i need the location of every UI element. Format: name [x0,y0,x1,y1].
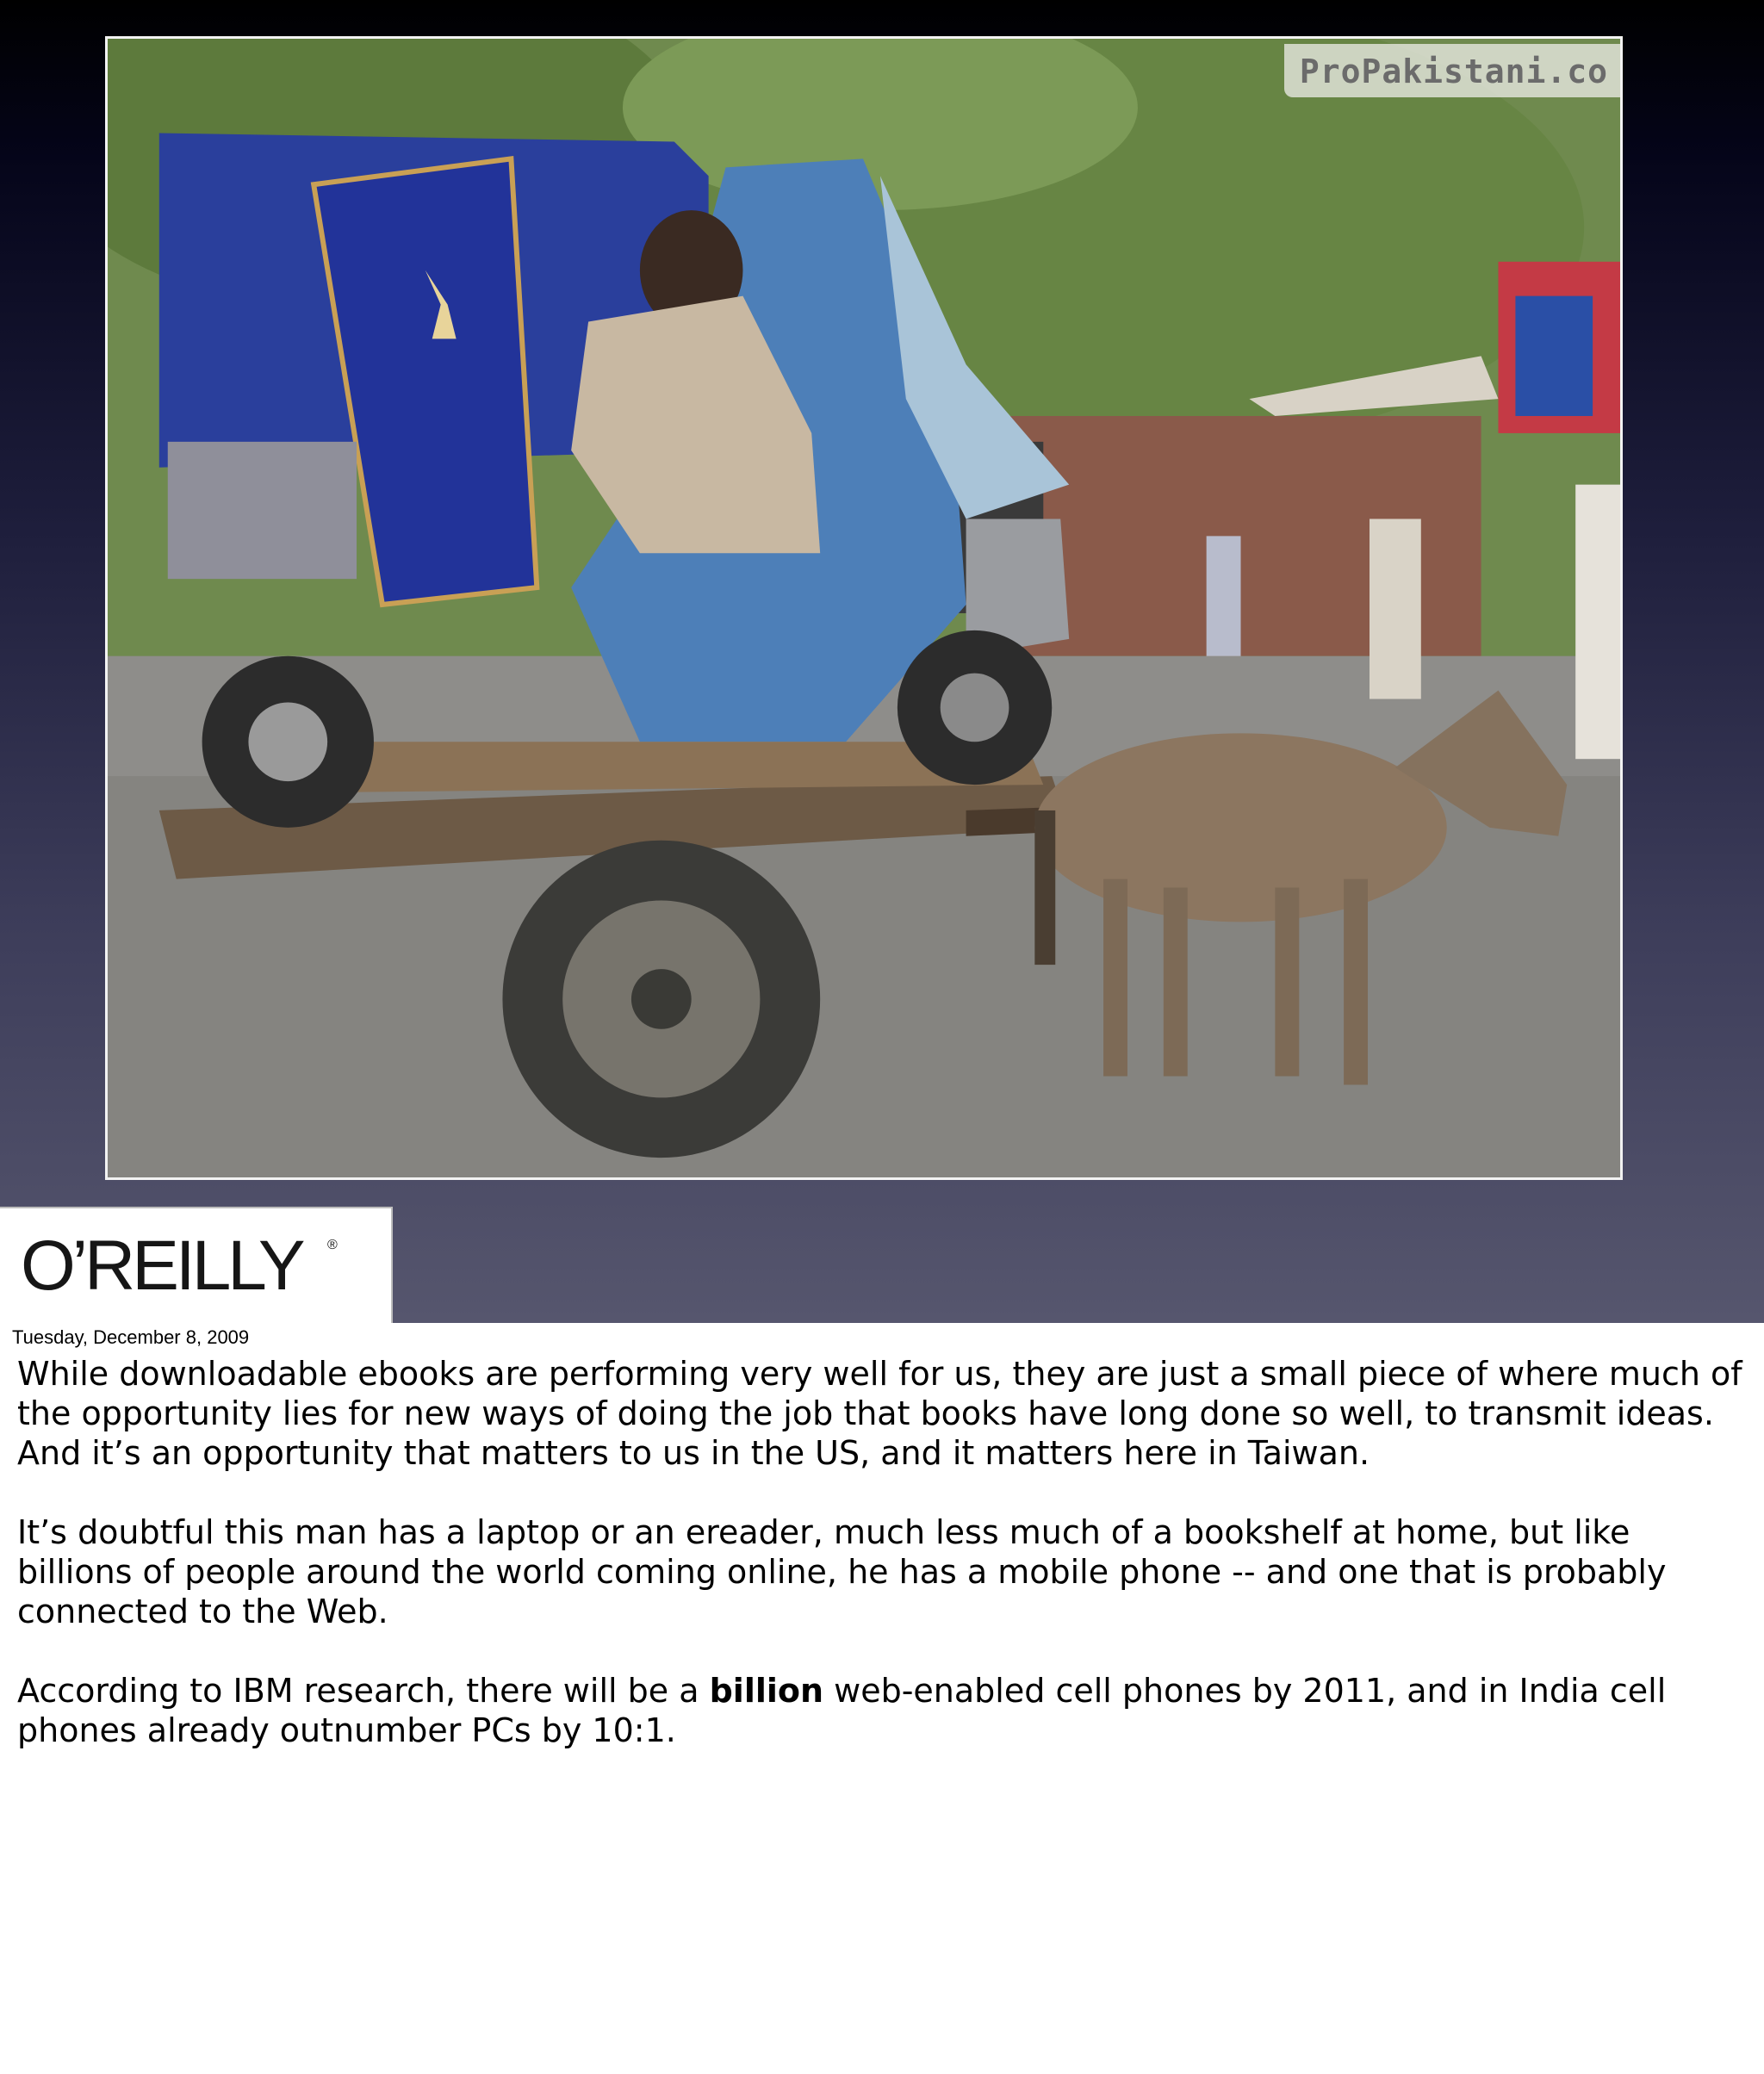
notes-paragraph-3 [17,1671,1748,1750]
rickshaw-donkey-cart-photo [108,39,1620,1177]
slide-photo [105,36,1623,1180]
watermark-text: ProPakistani.co [1284,44,1620,97]
speaker-notes [17,1354,1748,1790]
oreilly-logo [0,1207,393,1323]
notes-para3-lead: According to IBM research, there will be a [17,1672,710,1710]
logo-wordmark: O’REILLY [21,1226,302,1305]
notes-paragraph-1: While downloadable ebooks are performing very well for us, they are just a small piece of where much of the opportunity lies for new ways of doing the job that books have long done so well, to transmit ideas. And it’s an opportunity that matters to us in the US, and it matters here in Taiwan. [17,1355,1742,1472]
notes-para3-bold: billion [709,1672,824,1710]
notes-paragraph-2: It’s doubtful this man has a laptop or an ereader, much less much of a bookshelf at home, but like billions of people around the world coming online, he has a mobile phone -- and one that is probably connected to the Web. [17,1513,1667,1630]
registered-mark: ® [327,1238,338,1252]
notes-para3-tail: web-enabled cell phones by 2011, and in India cell phones already outnumber PCs by 10:1. [17,1672,1667,1749]
slide-date: Tuesday, December 8, 2009 [12,1326,250,1348]
